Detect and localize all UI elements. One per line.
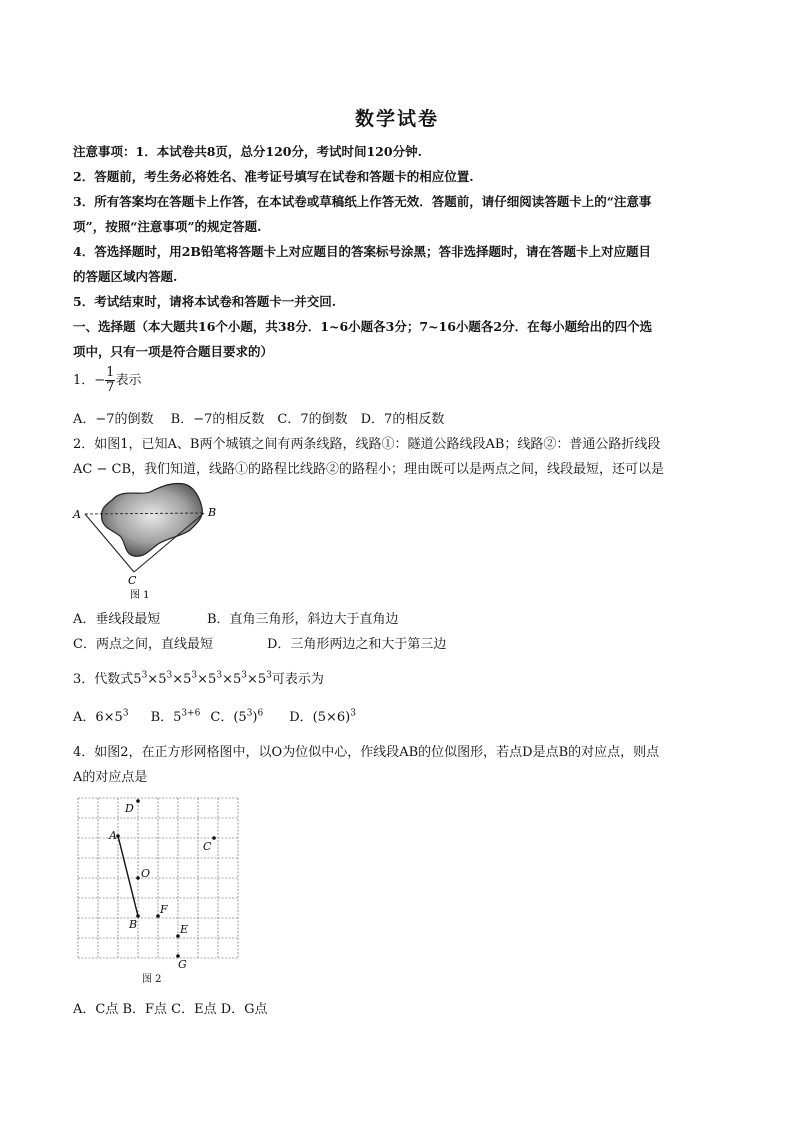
figure-2-grid — [70, 796, 240, 988]
q3-suffix: 可表示为 — [271, 672, 324, 687]
term-exp: 3 — [241, 670, 247, 681]
times-sign: × — [172, 672, 184, 687]
times-sign: × — [222, 672, 233, 687]
figure-1 — [68, 478, 228, 600]
notice-line: 项”，按照“注意事项”的规定答题. — [73, 219, 262, 234]
paren: ) — [252, 710, 258, 725]
notice-line: 注意事项：1．本试卷共8页，总分120分，考试时间120分钟. — [73, 144, 422, 159]
label-b: B — [129, 918, 138, 931]
q3-option-c: C．(5 — [210, 710, 247, 725]
label-b: B — [208, 506, 217, 519]
exp: 6 — [257, 708, 264, 719]
exp: 3 — [122, 708, 129, 719]
fraction — [105, 366, 115, 395]
option-a: A．垂线段最短 — [73, 612, 161, 627]
question-4-line: 4．如图2，在正方形网格图中，以O为位似中心，作线段AB的位似图形，若点D是点B的对应点，则点 — [73, 745, 660, 760]
q3-option-b: B．5 — [150, 710, 182, 725]
term-exp: 3 — [166, 670, 173, 681]
label-a: A — [109, 829, 117, 842]
label-g: G — [178, 958, 187, 971]
segment-ab-grid — [118, 836, 138, 916]
exp: 3 — [246, 708, 253, 719]
option-d: D．三角形两边之和大于第三边 — [267, 637, 447, 652]
term-exp: 3 — [266, 670, 272, 681]
label-o: O — [141, 867, 151, 880]
notice-line: 4．答选择题时，用2B铅笔将答题卡上对应题目的答案标号涂黑；答非选择题时，请在答题卡上对应题目 — [73, 244, 651, 259]
point-c — [212, 836, 216, 840]
question-2-line: 2．如图1，已知A、B两个城镇之间有两条线路，线路①：隧道公路线段AB；线路②：普通公路折线段 — [73, 437, 661, 452]
notice-line: 的答题区域内答题. — [73, 269, 178, 284]
notice-line: 2．答题前，考生务必将姓名、准考证号填写在试卷和答题卡的相应位置. — [73, 169, 474, 184]
label-f: F — [160, 903, 168, 916]
label-c: C — [203, 840, 212, 853]
label-a: A — [73, 508, 81, 521]
times-sign: × — [246, 672, 258, 687]
q3-prefix: 3．代数式 — [73, 672, 134, 687]
times-sign: × — [197, 672, 209, 687]
denominator: 7 — [106, 380, 115, 395]
term-base: 5 — [208, 672, 217, 687]
point-d — [136, 799, 140, 803]
grid-points — [116, 799, 216, 958]
q3-option-a: A．6×5 — [73, 710, 123, 725]
point-o — [136, 876, 140, 880]
term-base: 5 — [257, 672, 267, 687]
times-sign: × — [147, 672, 159, 687]
figure-caption: 图 2 — [142, 974, 162, 985]
tunnel-region — [101, 483, 202, 556]
section-heading: 项中，只有一项是符合题目要求的） — [73, 344, 274, 359]
label-c: C — [128, 574, 137, 587]
grid-lines — [78, 798, 238, 958]
section-heading: 一、选择题（本大题共16个小题，共38分．1~6小题各3分；7~16小题各2分．在每小题给出的四个选 — [73, 319, 653, 334]
term-exp: 3 — [191, 670, 198, 681]
page-title: 数学试卷 — [354, 108, 439, 130]
term-exp: 3 — [141, 670, 148, 681]
q3-option-d: D．(5×6) — [289, 710, 351, 725]
question-1-stem — [73, 366, 141, 395]
question-1-options: A．−7的倒数 B．−7的相反数 C．7的倒数 D．7的相反数 — [73, 412, 445, 427]
question-3-options — [73, 706, 356, 725]
notice-line: 5．考试结束时，请将本试卷和答题卡一并交回. — [73, 294, 337, 309]
exp: 3+6 — [181, 708, 201, 719]
question-3-stem — [73, 668, 324, 687]
term-base: 5 — [232, 672, 242, 687]
label-d: D — [125, 802, 134, 815]
question-4-line: A的对应点是 — [73, 770, 148, 785]
option-b: B．直角三角形，斜边大于直角边 — [207, 612, 399, 627]
notice-line: 3．所有答案均在答题卡上作答，在本试卷或草稿纸上作答无效．答题前，请仔细阅读答题卡上的“注意事 — [73, 194, 652, 209]
question-2-line: AC − CB，我们知道，线路①的路程比线路②的路程小；理由既可以是两点之间，线段最短，还可以是 — [73, 462, 664, 477]
question-4-options: A．C点 B．F点 C．E点 D．G点 — [73, 1002, 268, 1017]
q1-stem-tail: 表示 — [115, 373, 142, 388]
numerator: 1 — [106, 365, 115, 380]
figure-caption: 图 1 — [130, 590, 150, 600]
term-exp: 3 — [216, 670, 223, 681]
exp: 3 — [350, 708, 356, 719]
term-base: 5 — [133, 672, 142, 687]
term-base: 5 — [183, 672, 192, 687]
term-base: 5 — [158, 672, 167, 687]
label-e: E — [180, 923, 189, 936]
option-c: C．两点之间，直线最短 — [73, 637, 213, 652]
q1-number: 1．− — [73, 373, 106, 388]
